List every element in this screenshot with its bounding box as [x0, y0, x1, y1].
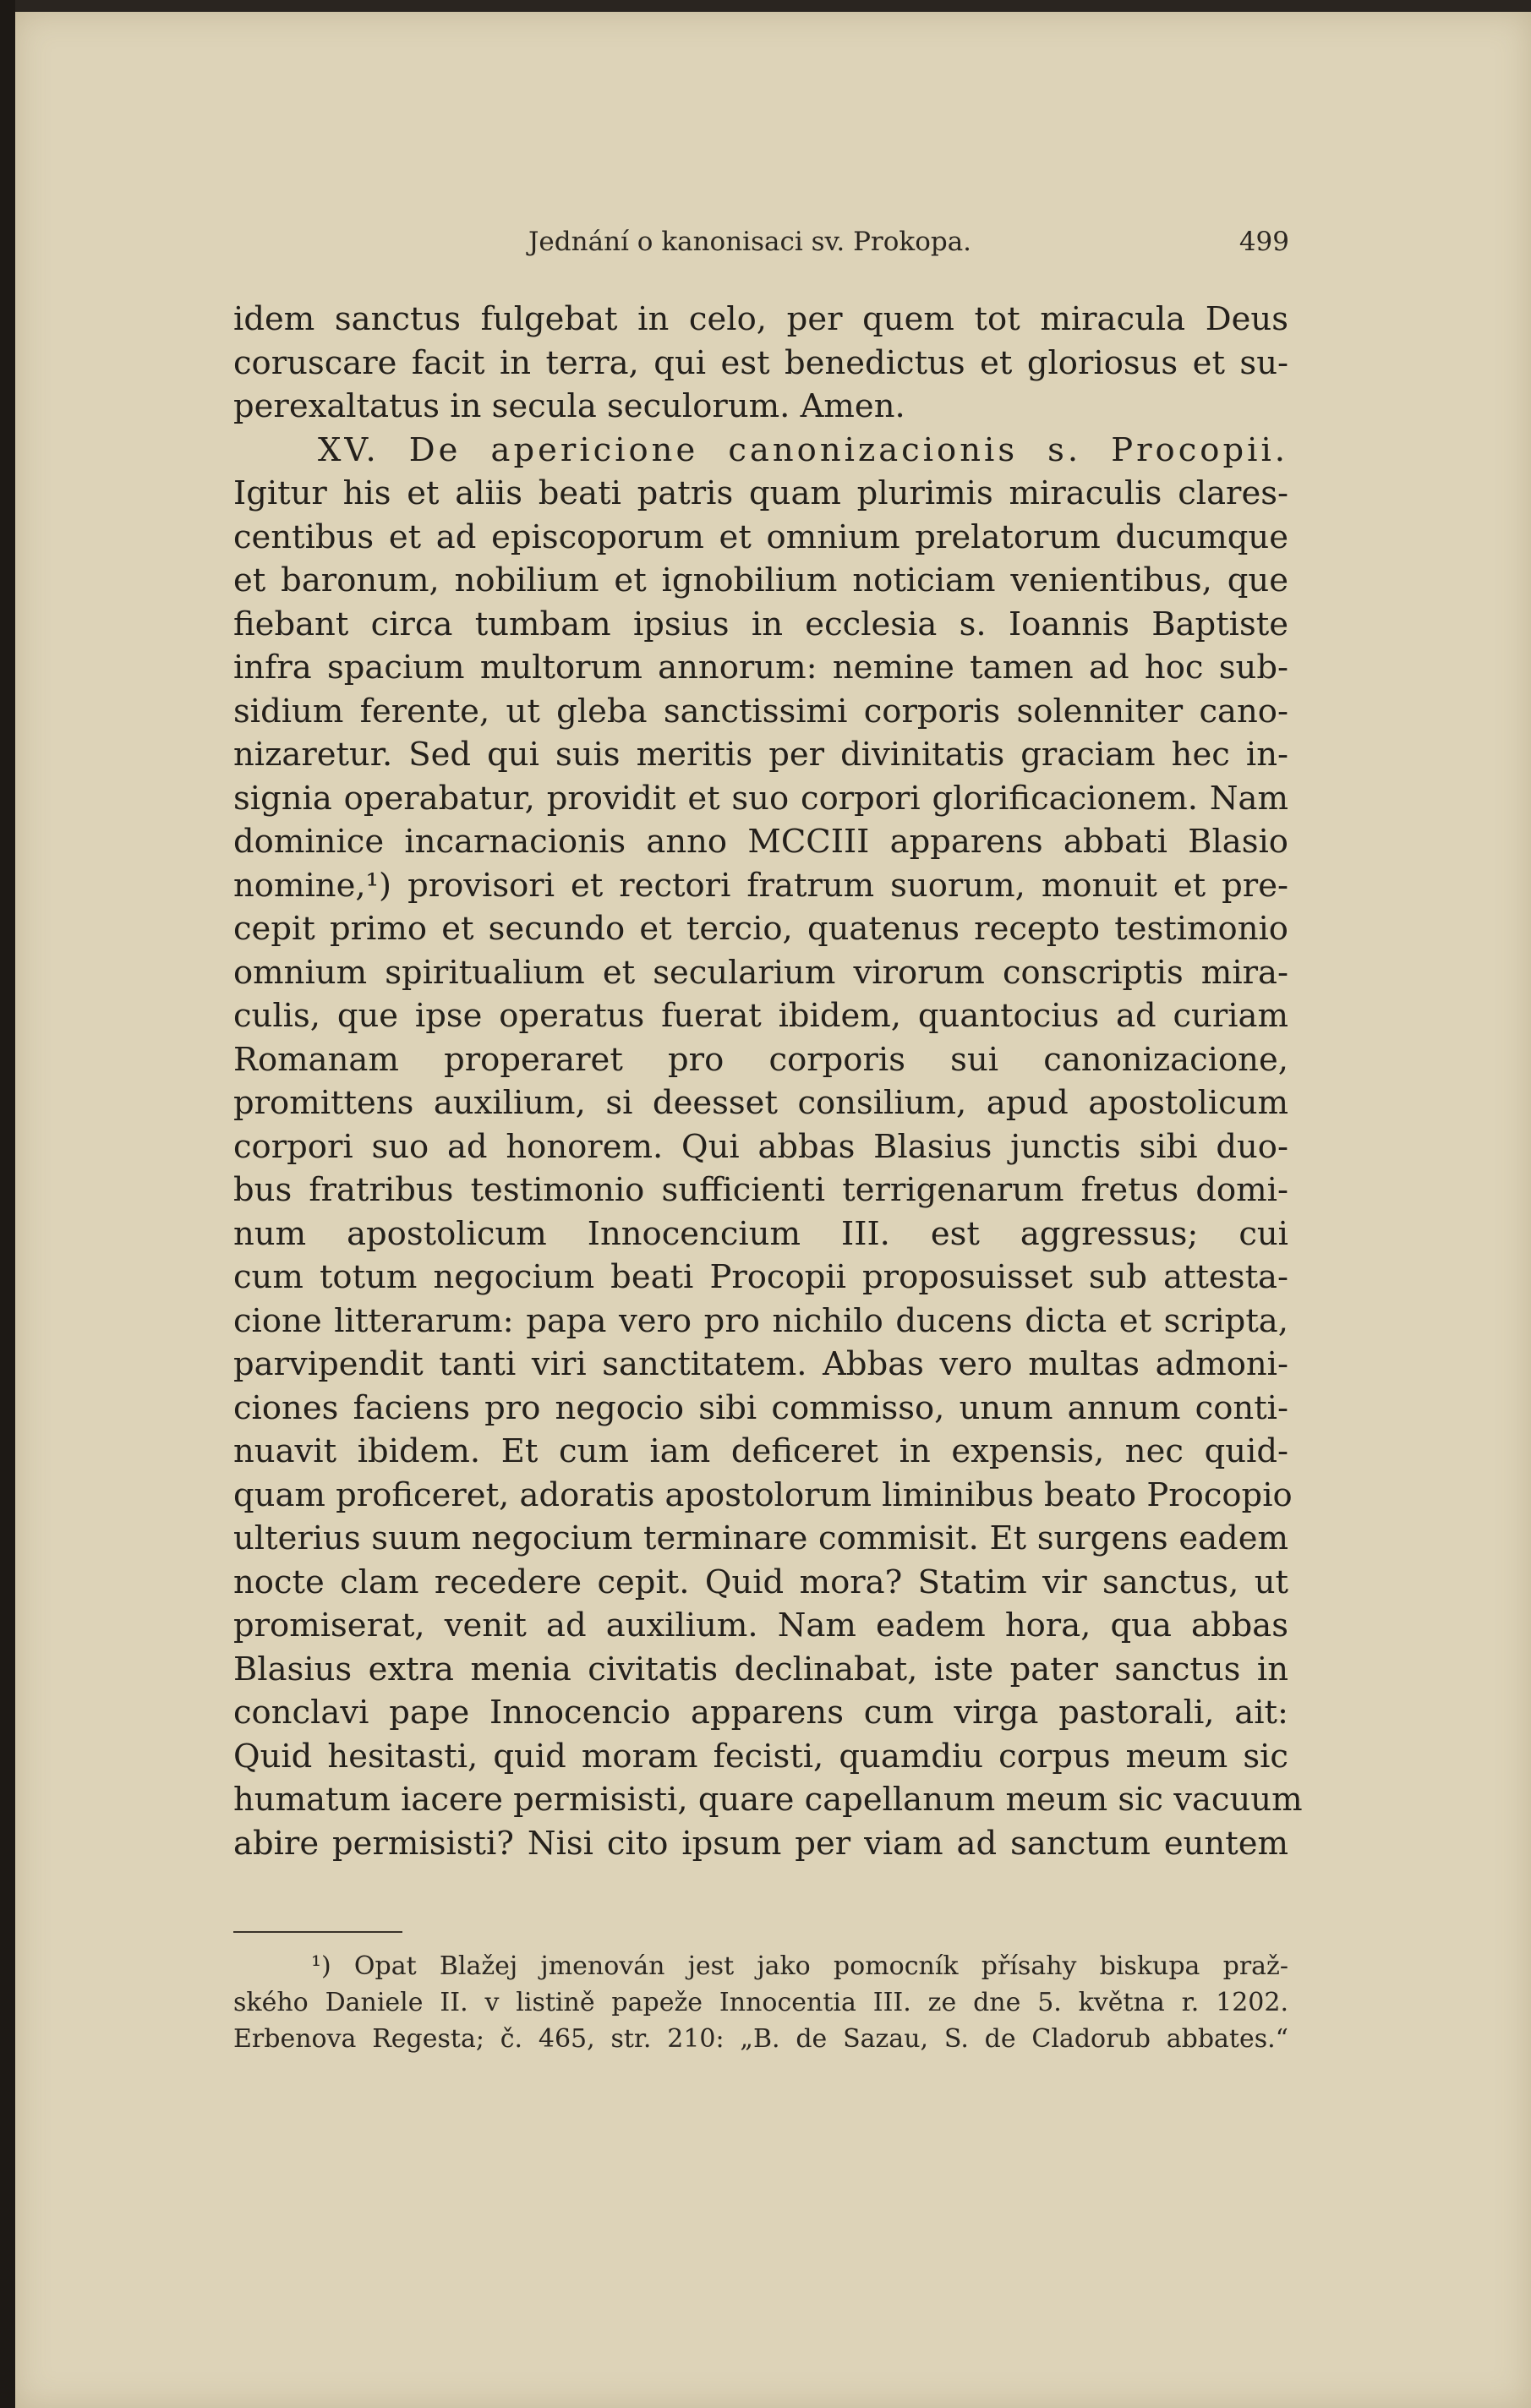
text-line: Quid hesitasti, quid moram fecisti, quamdiu corpus meum sic [233, 1737, 1288, 1776]
footnote [233, 1948, 1288, 2057]
text-line: cum totum negocium beati Procopii proposuisset sub attesta- [233, 1258, 1288, 1296]
section-heading: XV. De apericione canonizacionis s. Procopii. [318, 430, 1288, 469]
text-line: parvipendit tanti viri sanctitatem. Abbas vero multas admoni- [233, 1345, 1288, 1383]
footnote-line: ¹) Opat Blažej jmenován jest jako pomocník přísahy biskupa praž- [311, 1951, 1288, 1981]
text-line: ulterius suum negocium terminare commisit. Et surgens eadem [233, 1519, 1288, 1557]
text-line: cione litterarum: papa vero pro nichilo ducens dicta et scripta, [233, 1301, 1288, 1340]
footnote-rule [233, 1931, 402, 1933]
text-line: signia operabatur, providit et suo corpori glorificacionem. Nam [233, 779, 1288, 818]
text-line: nizaretur. Sed qui suis meritis per divinitatis graciam hec in- [233, 736, 1288, 774]
text-line: coruscare facit in terra, qui est benedictus et gloriosus et su- [233, 343, 1288, 382]
text-line: infra spacium multorum annorum: nemine tamen ad hoc sub- [233, 649, 1288, 687]
footnote-line: Erbenova Regesta; č. 465, str. 210: „B. de Sazau, S. de Cladorub abbates.“ [233, 2024, 1288, 2054]
text-line: fiebant circa tumbam ipsius in ecclesia s. Ioannis Baptiste [233, 605, 1288, 643]
book-spine-edge [0, 0, 15, 2408]
text-line: Blasius extra menia civitatis declinabat, iste pater sanctus in [233, 1650, 1288, 1688]
text-line: nuavit ibidem. Et cum iam deficeret in expensis, nec quid- [233, 1432, 1288, 1470]
text-line: et baronum, nobilium et ignobilium noticiam venientibus, que [233, 561, 1288, 599]
text-line: promittens auxilium, si deesset consilium, apud apostolicum [233, 1084, 1288, 1122]
text-line: conclavi pape Innocencio apparens cum virga pastorali, ait: [233, 1694, 1288, 1732]
text-line: promiserat, venit ad auxilium. Nam eadem hora, qua abbas [233, 1606, 1288, 1645]
text-line: humatum iacere permisisti, quare capellanum meum sic vacuum [233, 1781, 1303, 1819]
running-header [232, 227, 1289, 269]
text-line: Igitur his et aliis beati patris quam plurimis miraculis clares- [233, 474, 1288, 512]
text-line: omnium spiritualium et secularium virorum conscriptis mira- [233, 953, 1288, 992]
text-line: dominice incarnacionis anno MCCIII apparens abbati Blasio [233, 823, 1288, 861]
main-text [233, 298, 1303, 1865]
page-number: 499 [1238, 227, 1289, 257]
text-line: quam proficeret, adoratis apostolorum liminibus beato Procopio [233, 1475, 1293, 1514]
text-line: idem sanctus fulgebat in celo, per quem tot miracula Deus [233, 300, 1288, 338]
text-line: nocte clam recedere cepit. Quid mora? Statim vir sanctus, ut [233, 1562, 1288, 1601]
text-line: cepit primo et secundo et tercio, quatenus recepto testimonio [233, 910, 1288, 948]
text-line: culis, que ipse operatus fuerat ibidem, quantocius ad curiam [233, 997, 1288, 1035]
running-title: Jednání o kanonisaci sv. Prokopa. [528, 227, 972, 257]
text-line: corpori suo ad honorem. Qui abbas Blasius junctis sibi duo- [233, 1127, 1288, 1166]
text-line: centibus et ad episcoporum et omnium prelatorum ducumque [233, 517, 1288, 556]
text-line: nomine,¹) provisori et rectori fratrum suorum, monuit et pre- [233, 866, 1288, 905]
footnote-line: ského Daniele II. v listině papeže Innocentia III. ze dne 5. května r. 1202. [233, 1988, 1288, 2017]
text-line: ciones faciens pro negocio sibi commisso, unum annum conti- [233, 1388, 1288, 1427]
text-line: abire permisisti? Nisi cito ipsum per viam ad sanctum euntem [233, 1824, 1288, 1863]
text-line: bus fratribus testimonio sufficienti terrigenarum fretus domi- [233, 1171, 1288, 1209]
text-line: Romanam properaret pro corporis sui canonizacione, [233, 1040, 1288, 1079]
text-line: sidium ferente, ut gleba sanctissimi corporis solenniter cano- [233, 692, 1288, 731]
text-line: perexaltatus in secula seculorum. Amen. [233, 387, 905, 425]
text-line: num apostolicum Innocencium III. est aggressus; cui [233, 1214, 1288, 1253]
